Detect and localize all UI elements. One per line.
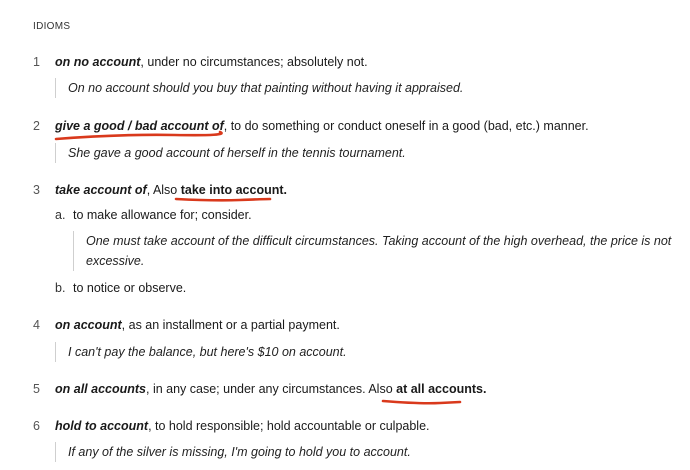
idiom-phrase: hold to account xyxy=(55,419,149,433)
example-sentence: One must take account of the difficult circumstances. Taking account of the high overhead, the price is not excessive. xyxy=(86,234,672,268)
idiom-definition: , as an installment or a partial payment. xyxy=(121,318,340,332)
sense-text: to make allowance for; consider. xyxy=(73,208,252,222)
entry-number: 1 xyxy=(33,55,40,69)
sense-text: to notice or observe. xyxy=(73,281,187,295)
red-underline-mark xyxy=(176,199,270,200)
example-sentence: She gave a good account of herself in the tennis tournament. xyxy=(68,146,406,160)
entry-number: 3 xyxy=(33,183,40,197)
example-sentence: I can't pay the balance, but here's $10 on account. xyxy=(68,345,347,359)
idiom-phrase: give a good / bad account of xyxy=(55,119,224,133)
entry-number: 2 xyxy=(33,119,40,133)
red-underline-mark xyxy=(383,401,460,403)
entry-number: 5 xyxy=(33,382,40,396)
entry-number: 6 xyxy=(33,419,40,433)
idiom-phrase: on account xyxy=(55,318,122,332)
idiom-definition: , in any case; under any circumstances. Also xyxy=(146,382,397,396)
example-sentence: If any of the silver is missing, I'm going to hold you to account. xyxy=(68,445,411,459)
idiom-definition: , under no circumstances; absolutely not. xyxy=(140,55,368,69)
entry-number: 4 xyxy=(33,318,40,332)
sense-letter: a. xyxy=(55,208,66,222)
idiom-definition: , to hold responsible; hold accountable or culpable. xyxy=(148,419,430,433)
red-underline-mark xyxy=(56,132,222,139)
section-title: IDIOMS xyxy=(33,21,71,32)
example-sentence: On no account should you buy that painting without having it appraised. xyxy=(68,81,464,95)
also-phrase: take into account. xyxy=(180,183,288,197)
idiom-definition: , Also xyxy=(146,183,181,197)
sense-letter: b. xyxy=(55,281,66,295)
also-phrase: at all accounts. xyxy=(396,382,487,396)
idiom-phrase: on all accounts xyxy=(55,382,146,396)
idiom-phrase: on no account xyxy=(55,55,141,69)
idiom-phrase: take account of xyxy=(55,183,147,197)
idiom-definition: , to do something or conduct oneself in a good (bad, etc.) manner. xyxy=(223,119,589,133)
